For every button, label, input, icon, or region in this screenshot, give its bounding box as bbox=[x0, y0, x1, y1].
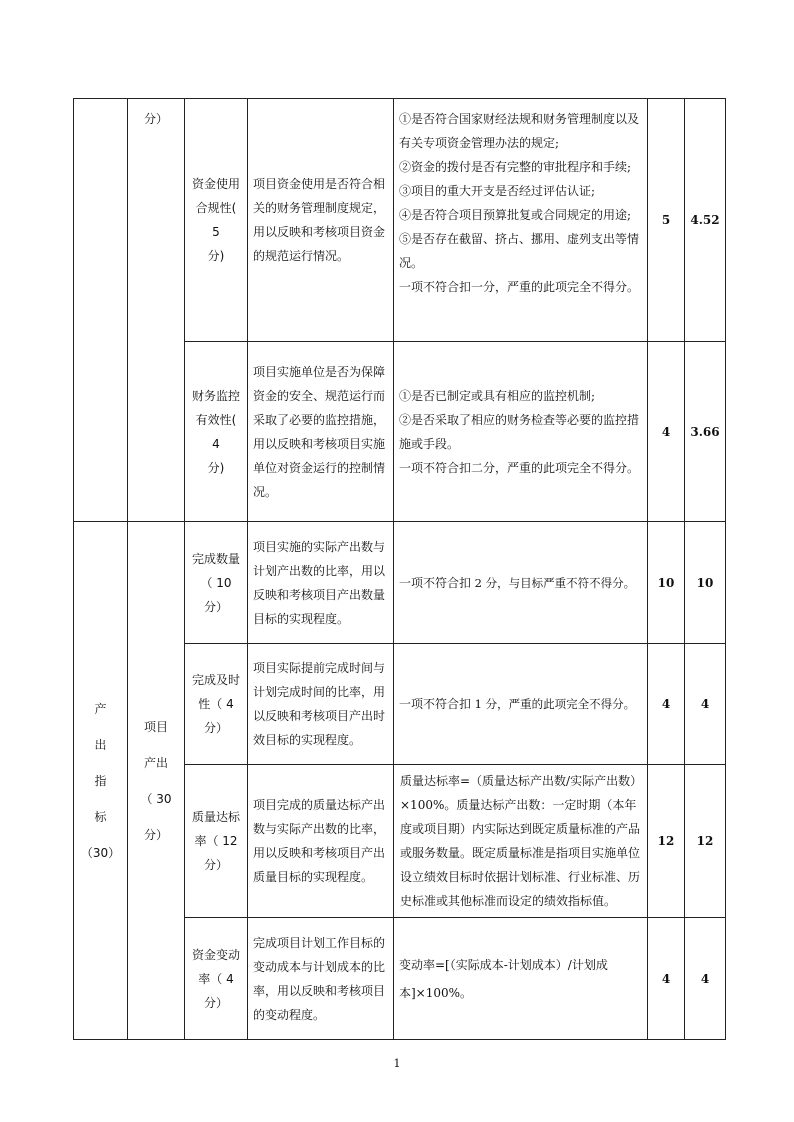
indicator-line: 率（ 4 分） bbox=[198, 971, 234, 1010]
evaluation-table bbox=[73, 98, 726, 1040]
weight-cell: 10 bbox=[648, 522, 685, 644]
level1-char: 指 bbox=[94, 773, 107, 788]
level2-line: 分） bbox=[143, 827, 168, 842]
criteria-line: ⑤是否存在截留、挤占、挪用、虚列支出等情况。 bbox=[399, 232, 640, 270]
indicator-line: 完成及时 bbox=[191, 673, 240, 687]
score-cell: 4 bbox=[685, 918, 726, 1040]
criteria-prefix: 一项不符合扣 bbox=[399, 575, 472, 590]
indicator-line: 分） bbox=[203, 858, 228, 872]
criteria-rest: 1 分，严重的此项完全不得分。 bbox=[471, 697, 636, 711]
indicator-cell bbox=[185, 522, 248, 644]
level1-char: 标 bbox=[94, 809, 107, 824]
level2-cell bbox=[128, 99, 185, 522]
indicator-cell bbox=[185, 644, 248, 765]
page-number: 1 bbox=[393, 1057, 401, 1070]
weight-cell: 4 bbox=[648, 918, 685, 1040]
criteria-cell bbox=[394, 342, 648, 522]
indicator-cell bbox=[185, 918, 248, 1040]
description-cell: 项目实际提前完成时间与计划完成时间的比率，用以反映和考核项目产出时效目标的实现程度。 bbox=[248, 644, 394, 765]
indicator-cell bbox=[185, 765, 248, 918]
criteria-line: ③项目的重大开支是否经过评估认证; bbox=[399, 184, 596, 198]
criteria-line: ①是否符合国家财经法规和财务管理制度以及有关专项资金管理办法的规定; bbox=[399, 112, 640, 150]
level2-continuation-label: 分） bbox=[143, 112, 168, 126]
indicator-line: 完成数量 bbox=[191, 551, 240, 566]
description-cell: 项目实施的实际产出数与计划产出数的比率，用以反映和考核项目产出数量目标的实现程度。 bbox=[248, 522, 394, 644]
criteria-deduction: 一项不符合扣二分，严重的此项完全不得分。 bbox=[399, 460, 640, 475]
criteria-line: ①是否已制定或具有相应的监控机制; bbox=[399, 388, 596, 403]
indicator-cell bbox=[185, 342, 248, 522]
criteria-cell: 变动率=[（实际成本-计划成本）/计划成本]×100%。 bbox=[394, 918, 648, 1040]
level1-char: 产 bbox=[94, 701, 107, 716]
level2-line: （ 30 bbox=[140, 791, 172, 806]
indicator-line: 资金使用 bbox=[191, 177, 240, 191]
description-cell: 项目实施单位是否为保障资金的安全、规范运行而采取了必要的监控措施，用以反映和考核项目实施单位对资金运行的控制情况。 bbox=[248, 342, 394, 522]
table-row bbox=[74, 99, 726, 342]
indicator-line: 财务监控 bbox=[191, 388, 240, 403]
criteria-cell bbox=[394, 99, 648, 342]
criteria-deduction: 一项不符合扣一分，严重的此项完全不得分。 bbox=[399, 280, 640, 294]
level1-cell bbox=[74, 522, 128, 1040]
description-cell: 项目完成的质量达标产出数与实际产出数的比率，用以反映和考核项目产出质量目标的实现程度。 bbox=[248, 765, 394, 918]
criteria-prefix: 一项不符合扣 bbox=[399, 697, 472, 711]
indicator-line: 性（ 4 分） bbox=[198, 697, 234, 735]
indicator-cell bbox=[185, 99, 248, 342]
weight-cell: 4 bbox=[648, 644, 685, 765]
indicator-line: 有效性( 4 bbox=[195, 412, 237, 451]
score-cell: 4.52 bbox=[685, 99, 726, 342]
indicator-line: 分) bbox=[207, 460, 225, 475]
criteria-line: ②资金的拨付是否有完整的审批程序和手续; bbox=[399, 160, 632, 174]
level2-line: 产出 bbox=[143, 755, 168, 770]
criteria-line: ②是否采取了相应的财务检查等必要的监控措施或手段。 bbox=[399, 412, 640, 451]
indicator-line: 分) bbox=[207, 249, 225, 263]
indicator-line: （ 10 分） bbox=[200, 575, 232, 614]
description-cell: 完成项目计划工作目标的变动成本与计划成本的比率，用以反映和考核项目的变动程度。 bbox=[248, 918, 394, 1040]
score-cell: 12 bbox=[685, 765, 726, 918]
criteria-cell: 质量达标率=（质量达标产出数/实际产出数）×100%。质量达标产出数：一定时期（本年度或项目期）内实际达到既定质量标准的产品或服务数量。既定质量标准是指项目实施单位设立绩效目标时依据计划标准、行业标准、历史标准或其他标准而设定的绩效指标值。 bbox=[394, 765, 648, 918]
level1-char: 出 bbox=[94, 737, 107, 752]
criteria-rest: 2 分，与目标严重不符不得分。 bbox=[471, 575, 636, 590]
criteria-line: ④是否符合项目预算批复或合同规定的用途; bbox=[399, 208, 632, 222]
description-cell: 项目资金使用是否符合相关的财务管理制度规定，用以反映和考核项目资金的规范运行情况。 bbox=[248, 99, 394, 342]
score-cell: 4 bbox=[685, 644, 726, 765]
score-cell: 3.66 bbox=[685, 342, 726, 522]
indicator-line: 质量达标 bbox=[191, 810, 240, 824]
indicator-line: 合规性( 5 bbox=[195, 201, 237, 239]
table-row bbox=[74, 522, 726, 644]
criteria-cell bbox=[394, 644, 648, 765]
weight-cell: 12 bbox=[648, 765, 685, 918]
criteria-cell bbox=[394, 522, 648, 644]
indicator-line: 资金变动 bbox=[191, 947, 240, 962]
weight-cell: 4 bbox=[648, 342, 685, 522]
weight-cell: 5 bbox=[648, 99, 685, 342]
score-cell: 10 bbox=[685, 522, 726, 644]
level1-char: （30） bbox=[80, 845, 121, 860]
level2-line: 项目 bbox=[143, 719, 168, 734]
indicator-line: 率（ 12 bbox=[194, 834, 238, 848]
level1-cell-empty bbox=[74, 99, 128, 522]
level2-cell bbox=[128, 522, 185, 1040]
